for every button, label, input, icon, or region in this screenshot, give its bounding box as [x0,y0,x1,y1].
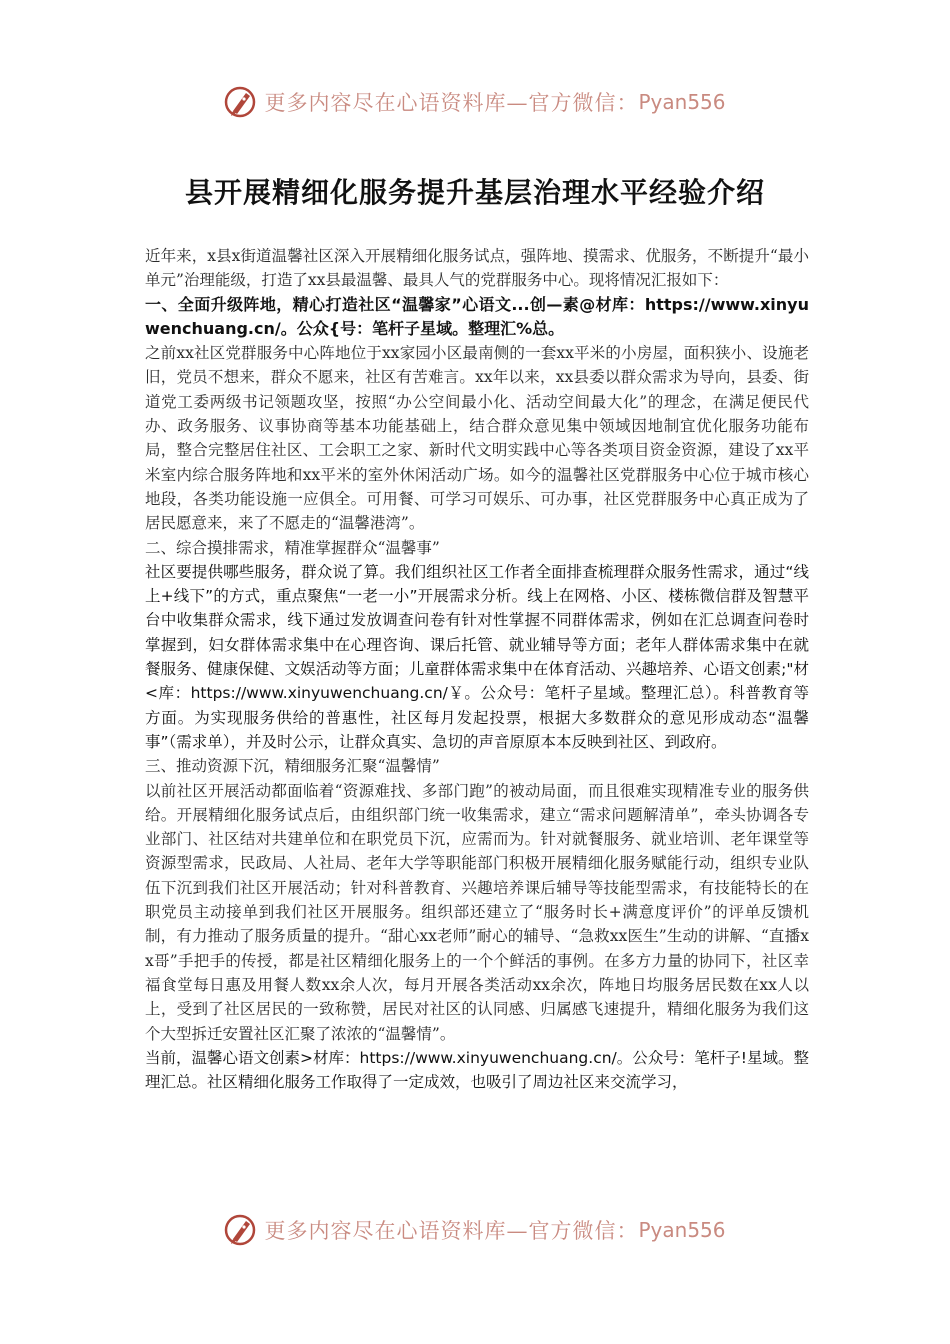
section-heading-1: 一、全面升级阵地，精心打造社区“温馨家”心语文...创—素@材库：https://www.xinyuwenchuang.cn/。公众{号：笔杆子星域。整理汇%总。 [145,294,809,338]
banner-wechat-id: Pyan556 [638,1218,726,1242]
section-heading-2: 二、综合摸排需求，精准掌握群众“温馨事” [145,538,440,557]
footer-banner [0,1210,950,1250]
pen-nib-logo-icon [224,1213,258,1247]
paragraph-section-4: 当前，温馨心语文创素>材库：https://www.xinyuwenchuang.cn/。公众号：笔杆子!星域。整理汇总。社区精细化服务工作取得了一定成效，也吸引了周边社区来交流学习， [145,1048,809,1092]
paragraph-section-1: 之前xx社区党群服务中心阵地位于xx家园小区最南侧的一套xx平米的小房屋，面积狭小、设施老旧，党员不想来，群众不愿来，社区有苦难言。xx年以来，xx县委以群众需求为导向，县委、街道党工委两级书记领题攻坚，按照“办公空间最小化、活动空间最大化”的理念，在满足便民代办、政务服务、议事协商等基本功能基础上，结合群众意见集中领域因地制宜优化服务功能布局，整合完整居住社区、工会职工之家、新时代文明实践中心等各类项目资金资源，建设了xx平米室内综合服务阵地和xx平米的室外休闲活动广场。如今的温馨社区党群服务中心位于城市核心地段，各类功能设施一应俱全。可用餐、可学习可娱乐、可办事，社区党群服务中心真正成为了居民愿意来，来了不愿走的“温馨港湾”。 [145,344,809,533]
banner-wechat-id: Pyan556 [638,90,726,114]
header-banner [0,82,950,122]
pen-nib-logo-icon [224,85,258,119]
banner-text: 更多内容尽在心语资料库—官方微信： [264,91,639,115]
paragraph-intro: 近年来，x县x街道温馨社区深入开展精细化服务试点，强阵地、摸需求、优服务，不断提升“最小单元”治理能级，打造了xx县最温馨、最具人气的党群服务中心。现将情况汇报如下： [145,247,809,290]
banner-text: 更多内容尽在心语资料库—官方微信： [264,1219,639,1243]
document-body [145,244,809,1094]
paragraph-section-2: 社区要提供哪些服务，群众说了算。我们组织社区工作者全面排查梳理群众服务性需求，通过“线上+线下”的方式，重点聚焦“一老一小”开展需求分析。线上在网格、小区、楼栋微信群及智慧平台中收集群众需求，线下通过发放调查问卷有针对性掌握不同群体需求，例如在汇总调查问卷时掌握到，妇女群体需求集中在心理咨询、课后托管、就业辅导等方面；老年人群体需求集中在就餐服务、健康保健、文娱活动等方面；儿童群体需求集中在体育活动、兴趣培养、心语文创素;"材<库：https://www.xinyuwenchuang.cn/￥。公众号：笔杆子星域。整理汇总）。科普教育等方面。为实现服务供给的普惠性，社区每月发起投票，根据大多数群众的意见形成动态“温馨事”（需求单），并及时公示，让群众真实、急切的声音原原本本反映到社区、到政府。 [145,562,809,751]
paragraph-section-3: 以前社区开展活动都面临着“资源难找、多部门跑”的被动局面，而且很难实现精准专业的服务供给。开展精细化服务试点后，由组织部门统一收集需求，建立“需求问题解清单”，牵头协调各专业部门、社区结对共建单位和在职党员下沉，应需而为。针对就餐服务、就业培训、老年课堂等资源型需求，民政局、人社局、老年大学等职能部门积极开展精细化服务赋能行动，组织专业队伍下沉到我们社区开展活动；针对科普教育、兴趣培养课后辅导等技能型需求，有技能特长的在职党员主动接单到我们社区开展服务。组织部还建立了“服务时长+满意度评价”的评单反馈机制，有力推动了服务质量的提升。“甜心xx老师”耐心的辅导、“急救xx医生”生动的讲解、“直播xx哥”手把手的传授，都是社区精细化服务上的一个个鲜活的事例。在多方力量的协同下，社区幸福食堂每日惠及用餐人数xx余人次，每月开展各类活动xx余次，阵地日均服务居民数在xx人以上，受到了社区居民的一致称赞，居民对社区的认同感、归属感飞速提升，精细化服务为我们这个大型拆迁安置社区汇聚了浓浓的“温馨情”。 [145,781,809,1043]
section-heading-3: 三、推动资源下沉，精细服务汇聚“温馨情” [145,757,440,776]
document-title: 县开展精细化服务提升基层治理水平经验介绍 [184,175,765,209]
